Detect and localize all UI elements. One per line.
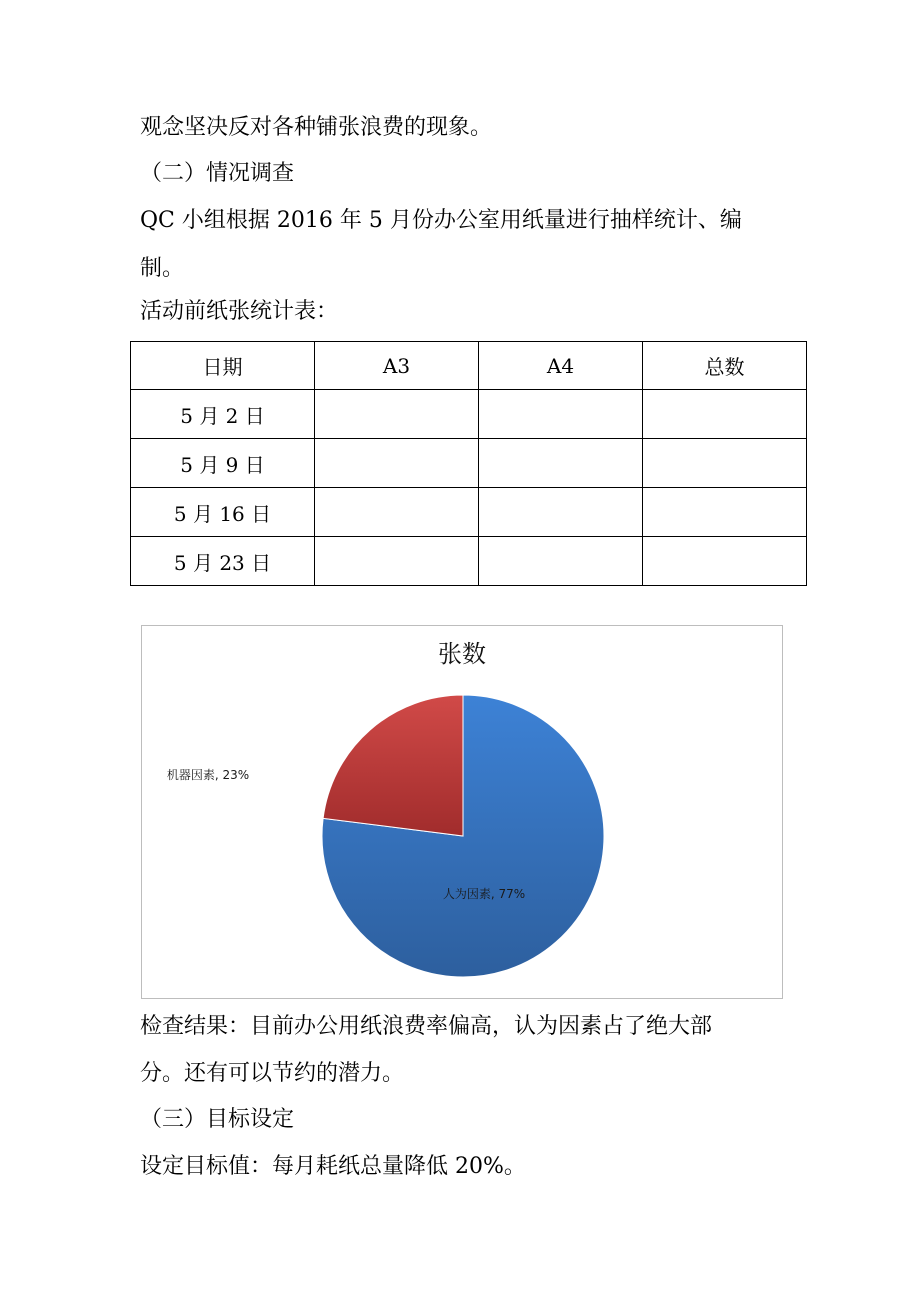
pie-data-label-0: 人为因素, 77% — [442, 887, 526, 901]
paragraph-line-4: 制。 — [140, 256, 185, 281]
cell-a4 — [479, 390, 643, 439]
cell-a4 — [479, 488, 643, 537]
cell-total — [643, 390, 807, 439]
pie-data-label-1: 机器因素, 23% — [166, 768, 250, 782]
cell-total — [643, 439, 807, 488]
section-heading-survey: （二）情况调查 — [140, 161, 295, 186]
cell-a4 — [479, 439, 643, 488]
paragraph-line-6: 检查结果：目前办公用纸浪费率偏高，认为因素占了绝大部 — [140, 1014, 713, 1039]
header-total: 总数 — [643, 342, 807, 390]
header-a4: A4 — [479, 342, 643, 390]
table-caption: 活动前纸张统计表： — [140, 299, 339, 324]
cell-date: 5 月 16 日 — [131, 488, 315, 537]
paragraph-line-3: QC 小组根据 2016 年 5 月份办公室用纸量进行抽样统计、编 — [140, 208, 742, 233]
section-heading-target: （三）目标设定 — [140, 1107, 295, 1132]
header-a3: A3 — [315, 342, 479, 390]
table-header-row — [131, 342, 807, 390]
pie-chart — [141, 625, 783, 999]
cell-date: 5 月 23 日 — [131, 537, 315, 586]
table-row — [131, 537, 807, 586]
paragraph-line-7: 分。还有可以节约的潜力。 — [140, 1061, 405, 1086]
cell-date: 5 月 9 日 — [131, 439, 315, 488]
header-date: 日期 — [131, 342, 315, 390]
cell-a3 — [315, 390, 479, 439]
table-row — [131, 488, 807, 537]
pie-chart-canvas — [142, 626, 782, 998]
chart-title: 张数 — [438, 640, 486, 668]
table-row — [131, 390, 807, 439]
cell-total — [643, 537, 807, 586]
pie-slice-1 — [323, 695, 463, 836]
paragraph-line-1: 观念坚决反对各种铺张浪费的现象。 — [140, 115, 493, 140]
table-row — [131, 439, 807, 488]
cell-a4 — [479, 537, 643, 586]
cell-a3 — [315, 488, 479, 537]
cell-a3 — [315, 537, 479, 586]
paragraph-line-9: 设定目标值：每月耗纸总量降低 20%。 — [140, 1154, 526, 1179]
cell-total — [643, 488, 807, 537]
paper-stat-table — [130, 341, 807, 586]
cell-a3 — [315, 439, 479, 488]
cell-date: 5 月 2 日 — [131, 390, 315, 439]
